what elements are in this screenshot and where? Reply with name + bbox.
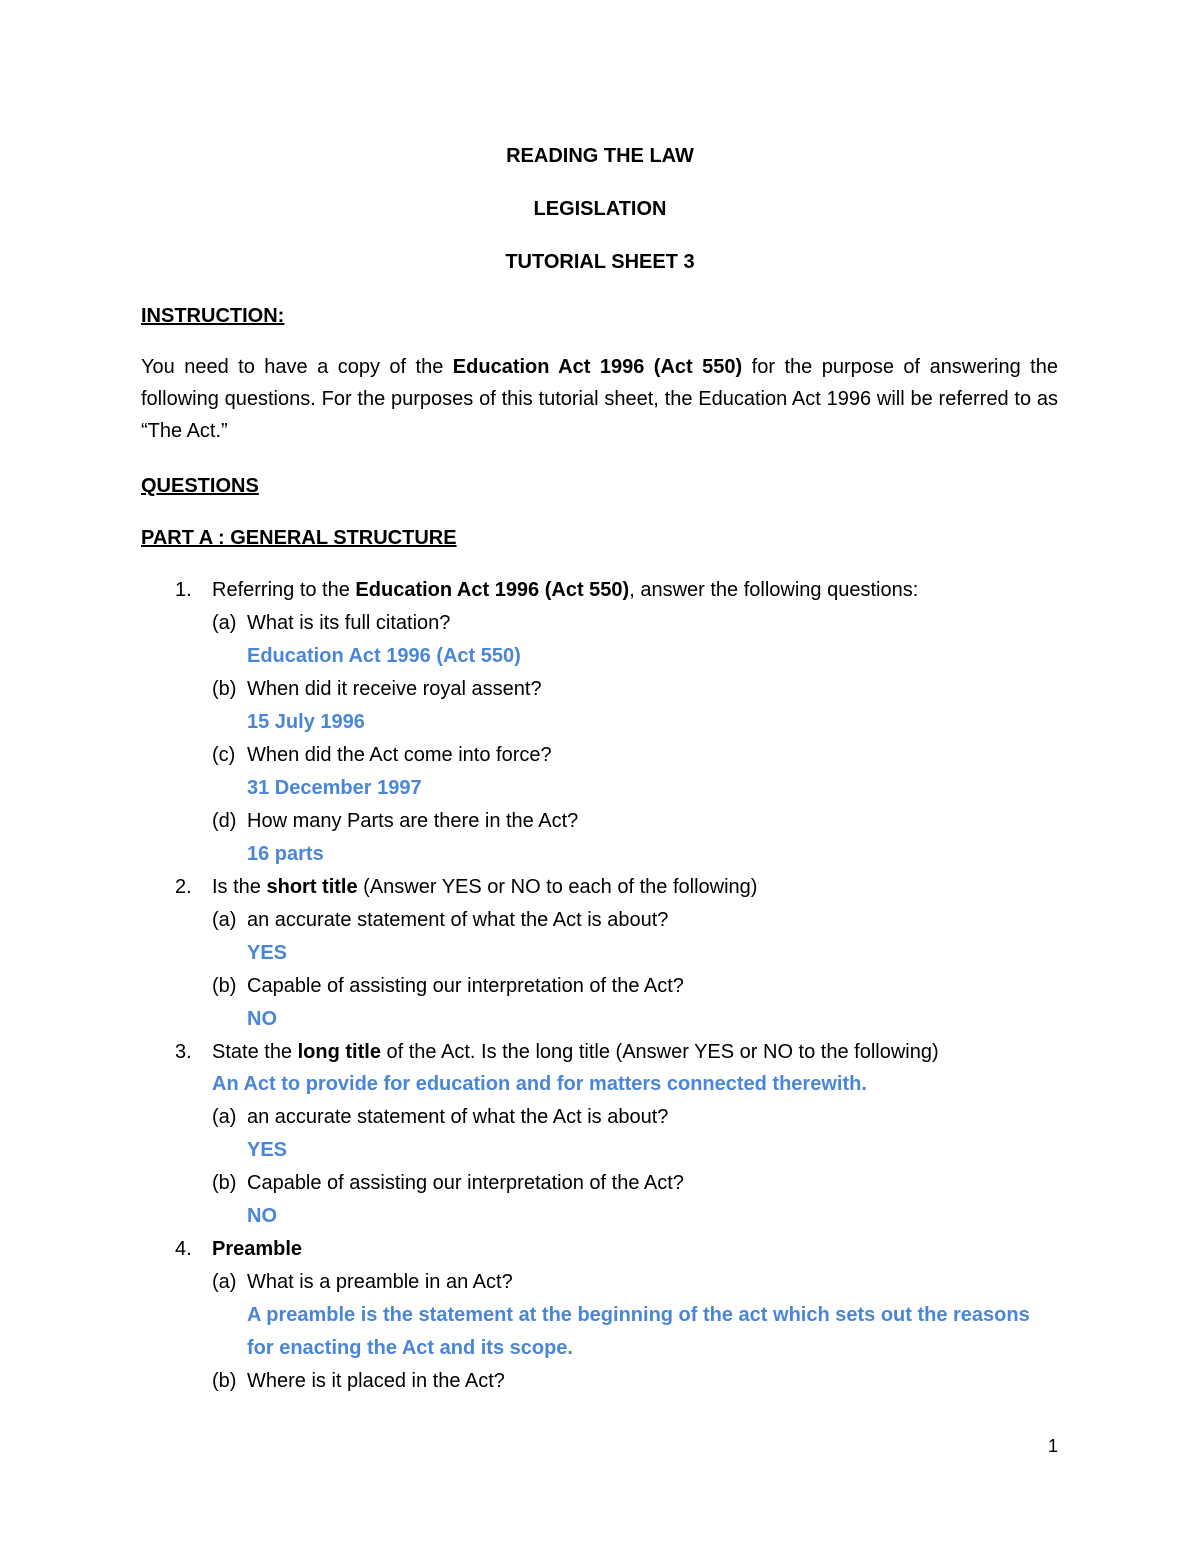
q1d-text: How many Parts are there in the Act? — [247, 810, 579, 832]
q1d-label: (d) — [212, 810, 237, 832]
q1b-text: When did it receive royal assent? — [247, 678, 542, 700]
q3b-answer: NO — [247, 1205, 277, 1227]
q2-pre: Is the — [212, 876, 267, 898]
q3-answer: An Act to provide for education and for matters connected therewith. — [212, 1073, 867, 1095]
q3-bold: long title — [297, 1041, 381, 1063]
q4b-text: Where is it placed in the Act? — [247, 1370, 505, 1392]
question-1-number: 1. — [175, 579, 192, 601]
q4b-label: (b) — [212, 1370, 237, 1392]
question-3-number: 3. — [175, 1041, 192, 1063]
q1-act-name: Education Act 1996 (Act 550) — [355, 579, 630, 601]
q2a-answer: YES — [247, 942, 288, 964]
instruction-pre: You need to have a copy of the — [141, 356, 453, 378]
q3-pre: State the — [212, 1041, 298, 1063]
q1b-answer: 15 July 1996 — [247, 711, 365, 733]
question-4-number: 4. — [175, 1238, 192, 1260]
q2b-answer: NO — [247, 1008, 277, 1030]
instruction-paragraph — [141, 351, 1058, 447]
instruction-heading: INSTRUCTION: — [141, 305, 285, 327]
q1c-label: (c) — [212, 744, 236, 766]
q1b-label: (b) — [212, 678, 237, 700]
q2b-text: Capable of assisting our interpretation of the Act? — [247, 975, 684, 997]
q1a-answer: Education Act 1996 (Act 550) — [247, 645, 521, 667]
q3b-text: Capable of assisting our interpretation of the Act? — [247, 1172, 684, 1194]
q1c-text: When did the Act come into force? — [247, 744, 552, 766]
instruction-act-name: Education Act 1996 (Act 550) — [452, 356, 743, 378]
q3b-label: (b) — [212, 1172, 237, 1194]
instruction-post: for the purpose of answering the following questions. For the purposes of this tutorial sheet, the Education Act 1996 will be referred to as “The Act.” — [141, 356, 1058, 442]
question-4-text: Preamble — [212, 1238, 303, 1260]
part-a-heading: PART A : GENERAL STRUCTURE — [141, 527, 457, 549]
q1a-label: (a) — [212, 612, 237, 634]
question-2-text — [212, 875, 757, 899]
q1a-text: What is its full citation? — [247, 612, 451, 634]
q1-pre: Referring to the — [212, 579, 356, 601]
q1d-answer: 16 parts — [247, 843, 324, 865]
q3-post: of the Act. Is the long title (Answer YES or NO to the following) — [380, 1041, 939, 1063]
q2-bold: short title — [266, 876, 358, 898]
q4a-answer-line-2: for enacting the Act and its scope. — [247, 1337, 573, 1359]
q3a-label: (a) — [212, 1106, 237, 1128]
document-subtitle: LEGISLATION — [533, 198, 667, 220]
page-number: 1 — [1047, 1436, 1058, 1456]
question-3-text — [212, 1040, 939, 1064]
q4a-label: (a) — [212, 1271, 237, 1293]
tutorial-sheet-label: TUTORIAL SHEET 3 — [505, 251, 695, 273]
q4a-text: What is a preamble in an Act? — [247, 1271, 513, 1293]
q1-post: , answer the following questions: — [629, 579, 919, 601]
question-1-text — [212, 578, 918, 602]
document-title: READING THE LAW — [506, 145, 694, 167]
q3a-answer: YES — [247, 1139, 288, 1161]
q4a-answer-line-1: A preamble is the statement at the beginning of the act which sets out the reasons — [247, 1304, 1030, 1326]
q2-post: (Answer YES or NO to each of the following) — [357, 876, 758, 898]
questions-heading: QUESTIONS — [141, 475, 259, 497]
question-2-number: 2. — [175, 876, 192, 898]
q3a-text: an accurate statement of what the Act is about? — [247, 1106, 669, 1128]
q2a-label: (a) — [212, 909, 237, 931]
q2b-label: (b) — [212, 975, 237, 997]
q1c-answer: 31 December 1997 — [247, 777, 422, 799]
q2a-text: an accurate statement of what the Act is about? — [247, 909, 669, 931]
